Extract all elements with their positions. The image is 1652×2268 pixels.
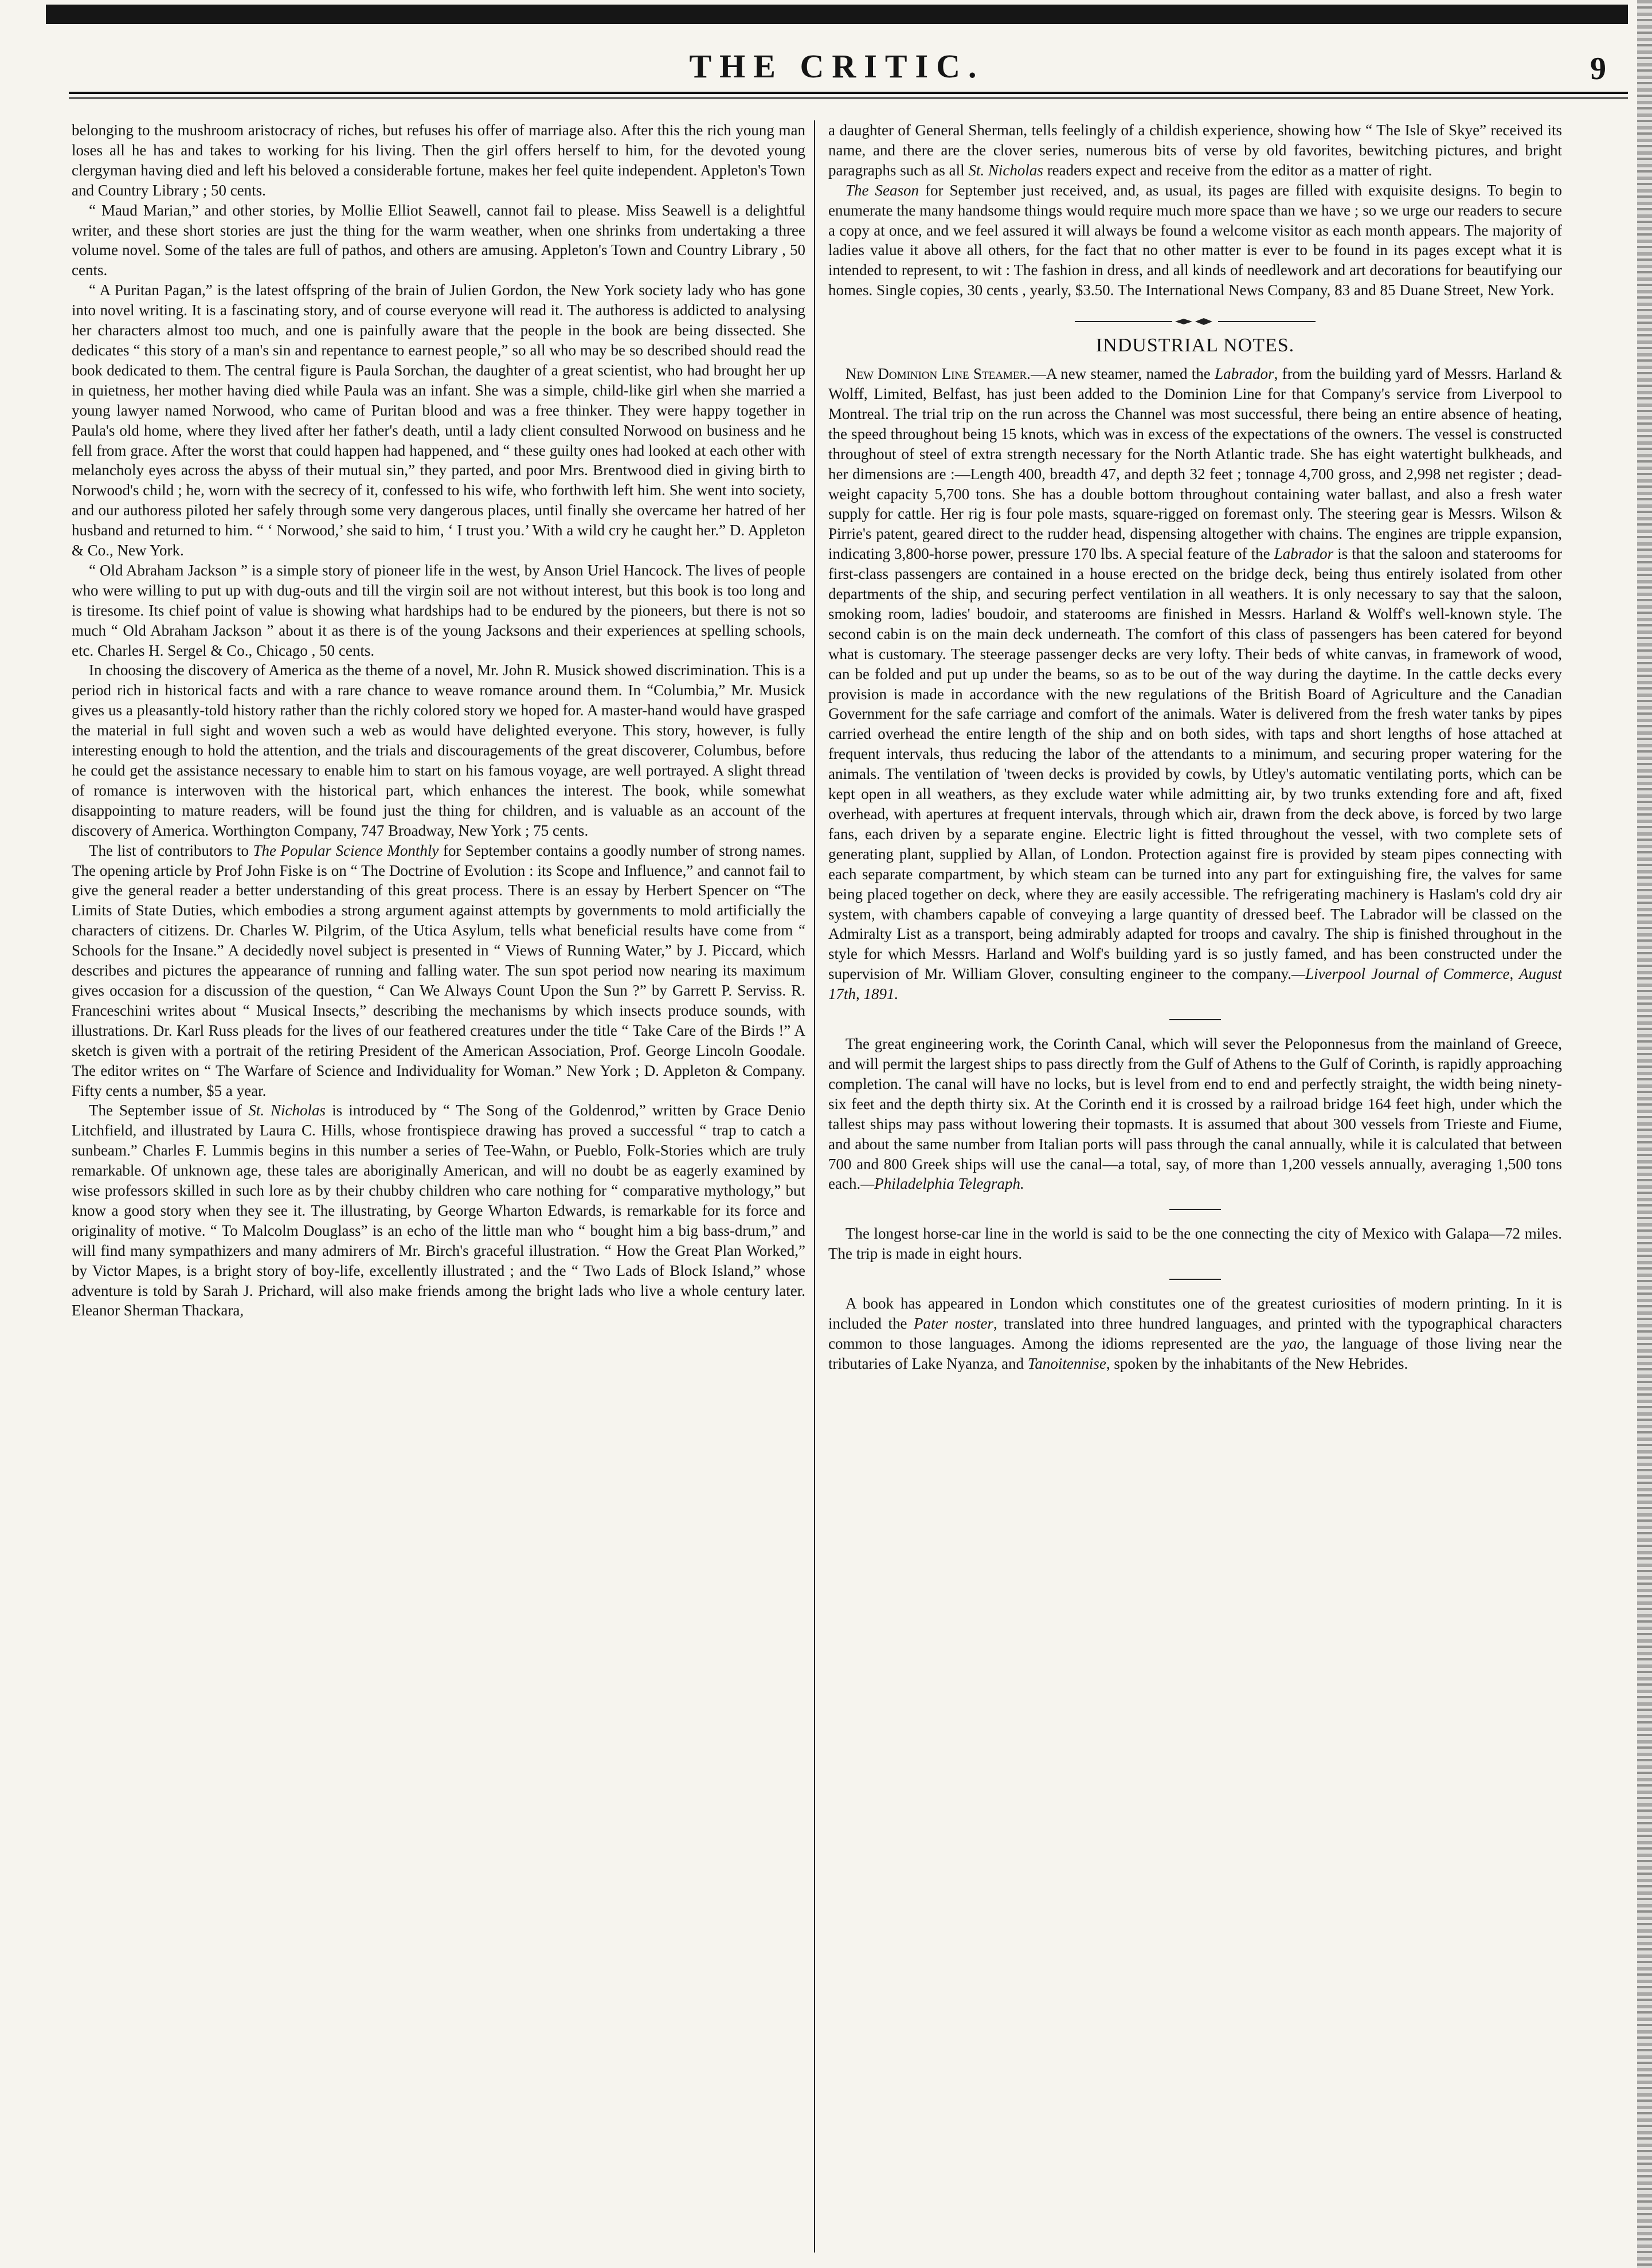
ornament-divider [1075, 318, 1316, 326]
text-run: is introduced by “ The Song of the Goldenrod,” written by Grace Denio Litchfield, and illustrated by Laura C. Hills, whose frontispiece drawing has proved a successful “ trap to catch a sunbeam.” Charles F. Lummis begins in this number a series of Tee-Wahn, or Pueblo, Folk-Stories which are truly remarkable. Of unknown age, these tales are aboriginally American, and will no doubt be as eagerly examined by wise professors skilled in such lore as by their chubby children who care nothing for “ comparative mythology,” but know a good story when they see it. The illustrating, by George Wharton Edwards, is remarkable for its force and originality of motive. “ To Malcolm Douglass” is an echo of the little man who “ bought him a big bass-drum,” and will find many sympathizers and many admirers of Mr. Birch's graceful illustration. “ How the Great Plan Worked,” by Victor Mapes, is a bright story of boy-life, excellently illustrated ; and the “ Two Lads of Block Island,” whose adventure is told by Sarah J. Prichard, will also make friends among the bright lads who live a whole century later. Eleanor Sherman Thackara, [72, 1102, 805, 1319]
italic-phrase: Pater noster [914, 1315, 994, 1333]
item-lead: New Dominion Line Steamer. [845, 365, 1031, 383]
header-rule-thin [69, 97, 1628, 99]
review-paragraph [828, 120, 1562, 181]
italic-title: St. Nicholas [968, 161, 1043, 179]
review-paragraph: belonging to the mushroom aristocracy of riches, but refuses his offer of marriage also. After this the rich young man loses all he has and takes to working for his living. Then the girl offers herself to him, for the devoted young clergyman having died and left his beloved a considerable fortune, makes her feel quite independent. Appleton's Town and Country Library ; 50 cents. [72, 122, 805, 199]
text-run: a daughter of General Sherman, tells feelingly of a childish experience, showing how “ The Isle of Skye” received its name, and there are the clover series, numerous bits of verse by old favorites, bewitching pictures, and bright paragraphs such as all [828, 122, 1562, 179]
header-rule [69, 92, 1628, 94]
text-run: —A new steamer, named the [1030, 365, 1215, 383]
text-run: , spoken by the inhabitants of the New Hebrides. [1106, 1354, 1408, 1372]
left-column [72, 120, 805, 2258]
news-item: The longest horse-car line in the world is said to be the one connecting the city of Mexico with Galapa—72 miles. The trip is made in eight hours. [828, 1225, 1562, 1263]
review-paragraph: “ A Puritan Pagan,” is the latest offspring of the brain of Julien Gordon, the New York society lady who has gone into novel writing. It is a fascinating story, and of course everyone will read it. The authoress is addicted to analysing her characters almost too much, and one is painfully aware that the people in the book are being dissected. She dedicates “ this story of a man's sin and repentance to earnest people,” so all who may be so described should read the book dedicated to them. The central figure is Paula Sorchan, the daughter of a great scientist, who had brought her up in quietness, her mother having died while Paula was an infant. She was a simple, child-like girl when she married a young lawyer named Norwood, who came of Puritan blood and was a free thinker. They were happy together in Paula's old home, where they lived after her father's death, until a lady client consulted Norwood on business and he fell from grace. After the worst that could happen had happened, and “ these guilty ones had looked at each other with melancholy eyes across the abyss of their mutual sin,” they parted, and poor Mrs. Brentwood died in giving birth to Norwood's child ; he, worn with the secrecy of it, confessed to his wife, who forthwith left him. She went into society, and our authoress piloted her safely through some very dangerous places, until finally she overcame her hatred of her husband and returned to him. “ ‘ Norwood,’ she said to him, ‘ I trust you.’ With a wild cry he caught her.” D. Appleton & Co., New York. [72, 281, 805, 559]
text-run: The September issue of [89, 1102, 249, 1119]
review-paragraph: “ Maud Marian,” and other stories, by Mollie Elliot Seawell, cannot fail to please. Miss Seawell is a delightful writer, and these short stories are just the thing for the warm weather, when one shrinks from undertaking a three volume novel. Some of the tales are full of pathos, and others are amusing. Appleton's Town and Country Library , 50 cents. [72, 201, 805, 279]
review-paragraph [828, 181, 1562, 300]
italic-phrase: yao [1282, 1334, 1305, 1352]
italic-phrase: Tanoitennise [1027, 1354, 1106, 1372]
short-rule [1169, 1279, 1221, 1280]
italic-title: St. Nicholas [248, 1102, 326, 1119]
text-run: , the language of those living near the tributaries of Lake Nyanza, and [828, 1334, 1562, 1372]
review-paragraph [72, 841, 805, 1101]
text-run: A book has appeared in London which constitutes one of the greatest curiosities of modern printing. In it is included the [828, 1295, 1562, 1333]
right-column [828, 120, 1562, 2258]
text-run: is that the saloon and staterooms for first-class passengers are contained in a house erected on the bridge deck, being thus entirely isolated from other departments of the ship, and securing perfect ventilation in all weathers. It is only necessary to say that the saloon, smoking room, ladies' boudoir, and staterooms are finished in Messrs. Harland & Wolff's well-known style. The second cabin is on the main deck underneath. The comfort of this class of passengers has been catered for beyond what is customary. The steerage passenger decks are very lofty. Their beds of white canvas, in framework of wood, can be folded and put up under the beams, so as to be out of the way during the daytime. In the cattle decks every provision is made in accordance with the new regulations of the British Board of Agriculture and the Canadian Government for the safe carriage and comfort of the animals. Water is delivered from the fresh water tanks by pipes carried overhead the entire length of the ship and on both sides, with taps and short lengths of hose attached at frequent intervals, thus reducing the labor of the attendants to a minimum, and securing proper watering for the animals. The ventilation of 'tween decks is provided by cowls, by Utley's automatic ventilating ports, which can be kept open in all weathers, as they exclude water while admitting air, by two trunks extending fore and aft, fixed overhead, with apertures at frequent intervals, through which air, drawn from the deck above, is forced by two large fans, each driven by a separate engine. Electric light is fitted throughout the vessel, with two complete sets of generating plant, supplied by Allan, of London. Protection against fire is provided by steam pipes connecting with each separate compartment, by which steam can be turned into any part for extinguishing fire, the valves for same being placed together on deck, where they are easily accessible. The refrigerating machinery is Haslam's cold dry air system, with chambers capable of conveying a large quantity of dressed beef. The Labrador will be classed on the Admiralty List as a transport, being admirably adapted for troops and cavalry. The ship is finished throughout in the style for which Messrs. Harland and Wolf's building yard is so justly famed, and has been constructed under the supervision of Mr. William Glover, consulting engineer to the company. [828, 545, 1562, 983]
column-divider [814, 120, 815, 2253]
source-citation: —Liverpool Journal of Commerce, August 17th, 1891. [828, 965, 1562, 1003]
italic-title: The Season [845, 181, 919, 199]
text-run: , translated into three hundred languages, and printed with the typographical characters common to those languages. Among the idioms represented are the [828, 1315, 1562, 1352]
review-paragraph: “ Old Abraham Jackson ” is a simple story of pioneer life in the west, by Anson Uriel Hancock. The lives of people who were willing to put up with dug-outs and till the virgin soil are not without interest, but this book is too long and is tiresome. Its chief point of value is showing what hardships had to be endured by the pioneers, but there is not so much “ Old Abraham Jackson ” about it as there is of the young Jacksons and their experiences at spelling schools, etc. Charles H. Sergel & Co., Chicago , 50 cents. [72, 561, 805, 659]
short-rule [1169, 1019, 1221, 1020]
text-run: The great engineering work, the Corinth Canal, which will sever the Peloponnesus from the mainland of Greece, and will permit the largest ships to pass directly from the Gulf of Athens to the Gulf of Corinth, is rapidly approaching completion. The canal will have no locks, but is level from end to end and perfectly straight, the width being ninety-six feet and the depth thirty six. At the Corinth end it is crossed by a railroad bridge 164 feet high, under which the tallest ships may pass without lowering their topmasts. It is assumed that about 300 vessels from Trieste and Fiume, and about the same number from Italian ports will pass through the canal annually, while it is calculated that between 700 and 800 Greek ships will use the canal—a total, say, of more than 1,200 vessels annually, averaging 1,500 tons each. [828, 1035, 1562, 1193]
news-item [828, 1034, 1562, 1194]
page-edge-scan [1637, 0, 1652, 2268]
short-rule [1169, 1209, 1221, 1210]
text-run: for September contains a goodly number of strong names. The opening article by Prof John Fiske is on “ The Doctrine of Evolution : its Scope and Influence,” and cannot fail to give the general reader a better understanding of this great process. There is an essay by Herbert Spencer on “The Limits of State Duties, which embodies a strong argument against attempts by governments to mold artificially the characters of citizens. Dr. Charles W. Pilgrim, of the Utica Asylum, tells what beneficial results have come from “ Schools for the Insane.” A decidedly novel subject is presented in “ Views of Running Water,” by J. Piccard, which describes and pictures the appearance of running and falling water. The sun spot period now nearing its maximum gives occasion for a discussion of the question, “ Can We Always Count Upon the Sun ?” by Garrett P. Serviss. R. Franceschini writes about “ Musical Insects,” describing the mechanisms by which insects produce sounds, with illustrations. Dr. Karl Russ pleads for the lives of our feathered creatures under the title “ Take Care of the Birds !” A sketch is given with a portrait of the retiring President of the American Association, Prof. George Lincoln Goodale. The editor writes on “ The Warfare of Science and Individuality for Woman.” New York ; D. Appleton & Company. Fifty cents a number, $5 a year. [72, 841, 805, 1099]
section-title: INDUSTRIAL NOTES. [1095, 335, 1295, 357]
text-run: for September just received, and, as usual, its pages are filled with exquisite designs. To begin to enumerate the many handsome things would require much more space than we have ; so we urge our readers to secure a copy at once, and we feel assured it will always be found a welcome visitor as each month appears. The majority of ladies value it above all others, for the fact that no other matter is ever to be found in its pages except what it is intended to represent, to wit : The fashion in dress, and all kinds of needlework and art decorations for beautifying our homes. Single copies, 30 cents , yearly, $3.50. The International News Company, 83 and 85 Duane Street, New York. [828, 181, 1562, 299]
top-edge-bar [46, 5, 1628, 24]
italic-name: Labrador [1274, 545, 1334, 563]
text-run: , from the building yard of Messrs. Harland & Wolff, Limited, Belfast, has just been added to the Dominion Line for that Company's service from Liverpool to Montreal. The trial trip on the run across the Channel was most successful, there being an entire absence of heating, the speed throughout being 15 knots, which was in excess of the expectations of the owners. The vessel is constructed throughout of steel of extra strength necessary for the North Atlantic trade. She has eight watertight bulkheads, and her dimensions are :—Length 400, breadth 47, and depth 32 feet ; tonnage 4,700 gross, and 2,998 net register ; dead-weight capacity 5,700 tons. She has a double bottom throughout containing water ballast, and also a fresh water supply for cattle. Her rig is four pole masts, square-rigged on foremast only. The steering gear is Messrs. Wilson & Pirrie's patent, geared direct to the rudder head, dispensing altogether with chains. The engines are tripple expansion, indicating 3,800-horse power, pressure 170 lbs. A special feature of the [828, 365, 1562, 563]
text-run: readers expect and receive from the editor as a matter of right. [1043, 161, 1432, 179]
review-paragraph: In choosing the discovery of America as the theme of a novel, Mr. John R. Musick showed discrimination. This is a period rich in historical facts and with a rare chance to weave romance around them. In “Columbia,” Mr. Musick gives us a pleasantly-told history rather than the richly colored story we hoped for. A master-hand would have grasped the material in full sight and woven such a web as would have delighted everyone. This story, however, is fully interesting enough to hold the attention, and the trials and discouragements of the great discoverer, Columbus, before he could get the assistance necessary to enable him to start on his famous voyage, are well portrayed. A slight thread of romance is interwoven with the historical part, which enhances the interest. The book, while somewhat disappointing to mature readers, will be found just the thing for children, and is valuable as an account of the discovery of America. Worthington Company, 747 Broadway, New York ; 75 cents. [72, 661, 805, 839]
text-run: The list of contributors to [89, 841, 253, 859]
review-paragraph [72, 1100, 805, 1321]
masthead: THE CRITIC. [689, 48, 985, 85]
source-citation: —Philadelphia Telegraph. [860, 1175, 1024, 1193]
news-item [828, 364, 1562, 1004]
page-number: 9 [1590, 51, 1606, 87]
news-item [828, 1294, 1562, 1374]
italic-title: The Popular Science Monthly [253, 841, 439, 859]
italic-name: Labrador [1215, 365, 1274, 383]
